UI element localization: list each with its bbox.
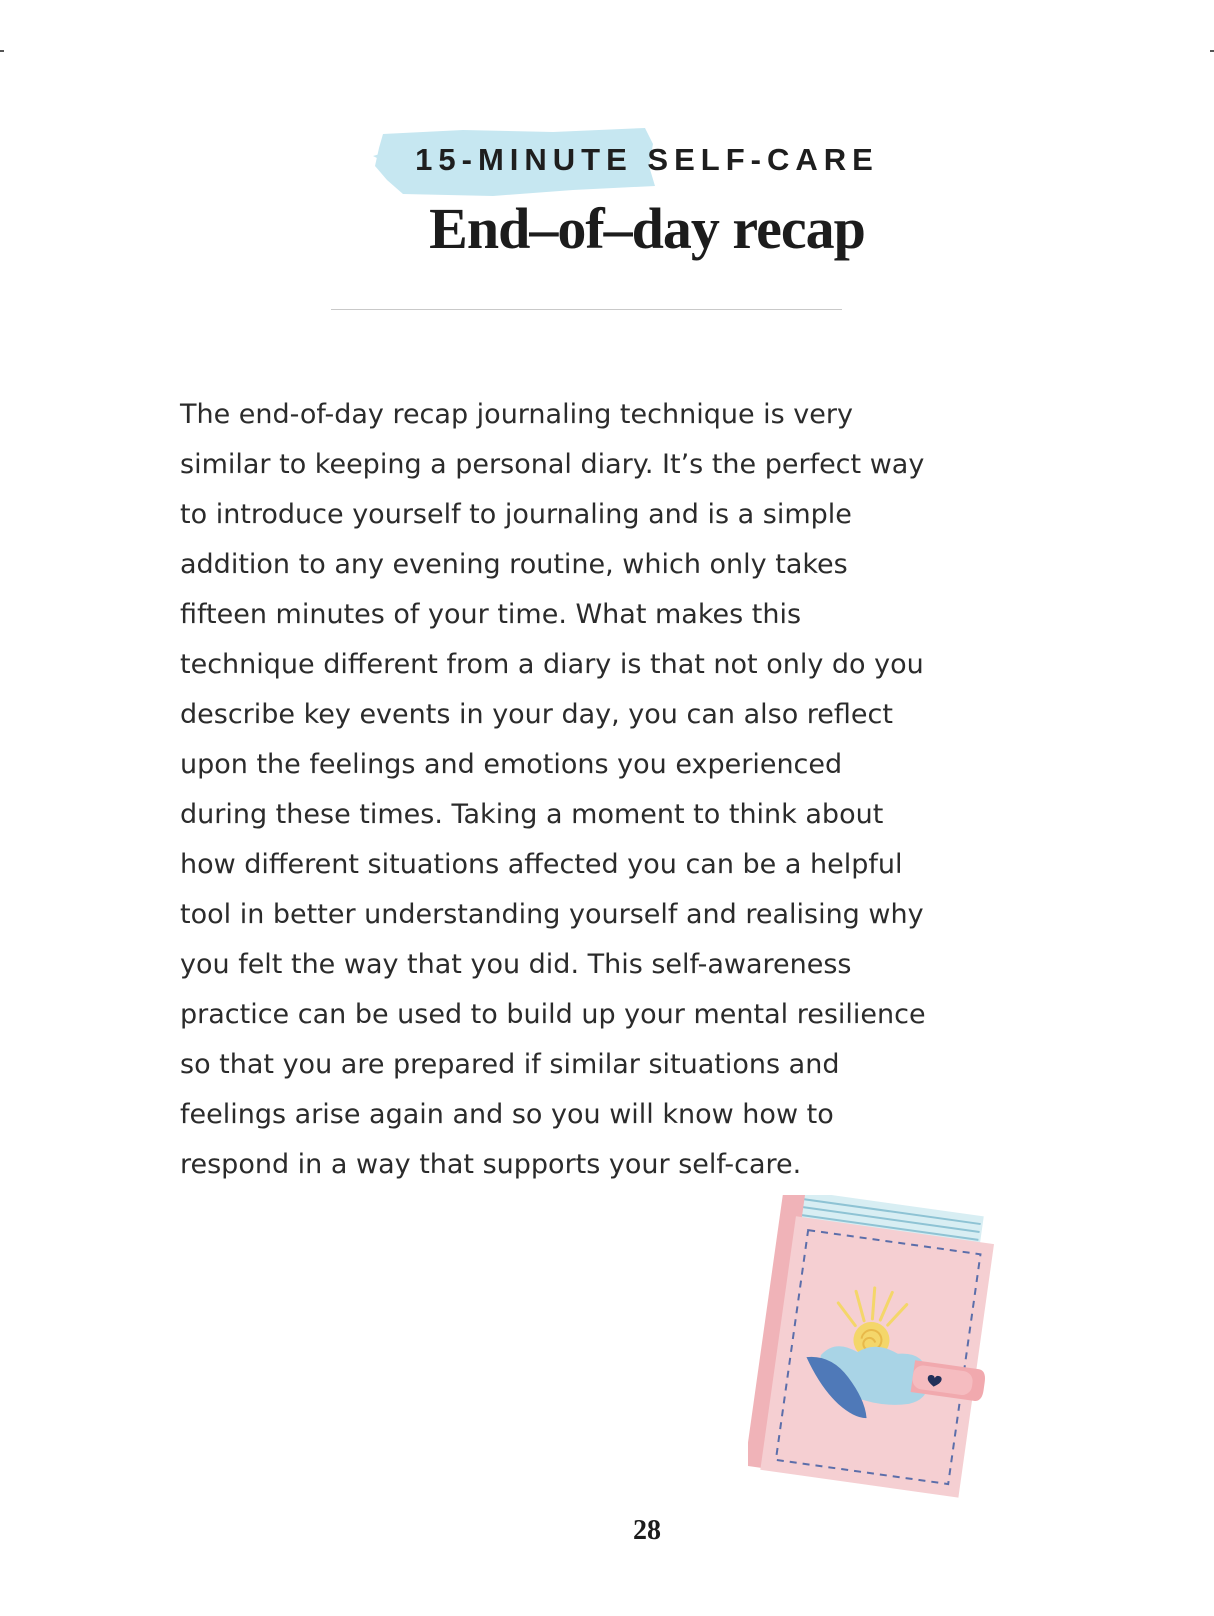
crop-mark-top-left bbox=[0, 50, 4, 52]
kicker-block bbox=[415, 128, 879, 192]
page-number: 28 bbox=[633, 1515, 661, 1546]
body-line: so that you are prepared if similar situations and bbox=[180, 1049, 840, 1080]
body-line: tool in better understanding yourself and realising why bbox=[180, 899, 924, 930]
body-line: feelings arise again and so you will know how to bbox=[180, 1099, 834, 1130]
body-line: addition to any evening routine, which only takes bbox=[180, 549, 848, 580]
body-line: you felt the way that you did. This self-awareness bbox=[180, 949, 852, 980]
body-line: technique different from a diary is that not only do you bbox=[180, 649, 924, 680]
body-line: how different situations affected you can be a helpful bbox=[180, 849, 903, 880]
body-line: describe key events in your day, you can also reflect bbox=[180, 699, 893, 730]
body-line: fifteen minutes of your time. What makes this bbox=[180, 599, 802, 630]
page-title: End–of–day recap bbox=[429, 196, 865, 261]
title-divider bbox=[331, 309, 842, 310]
body-line: to introduce yourself to journaling and is a simple bbox=[180, 499, 852, 530]
journal-illustration bbox=[748, 1195, 1008, 1507]
body-paragraph bbox=[180, 390, 1000, 1190]
body-line: similar to keeping a personal diary. It’s the perfect way bbox=[180, 449, 925, 480]
crop-mark-top-right bbox=[1210, 50, 1214, 52]
body-line: practice can be used to build up your mental resilience bbox=[180, 999, 926, 1030]
body-line: during these times. Taking a moment to think about bbox=[180, 799, 884, 830]
body-line: The end-of-day recap journaling technique is very bbox=[180, 399, 853, 430]
page-header bbox=[0, 128, 1214, 266]
body-line: upon the feelings and emotions you experienced bbox=[180, 749, 843, 780]
body-line: respond in a way that supports your self-care. bbox=[180, 1149, 802, 1180]
section-kicker: 15-MINUTE SELF-CARE bbox=[415, 142, 879, 177]
